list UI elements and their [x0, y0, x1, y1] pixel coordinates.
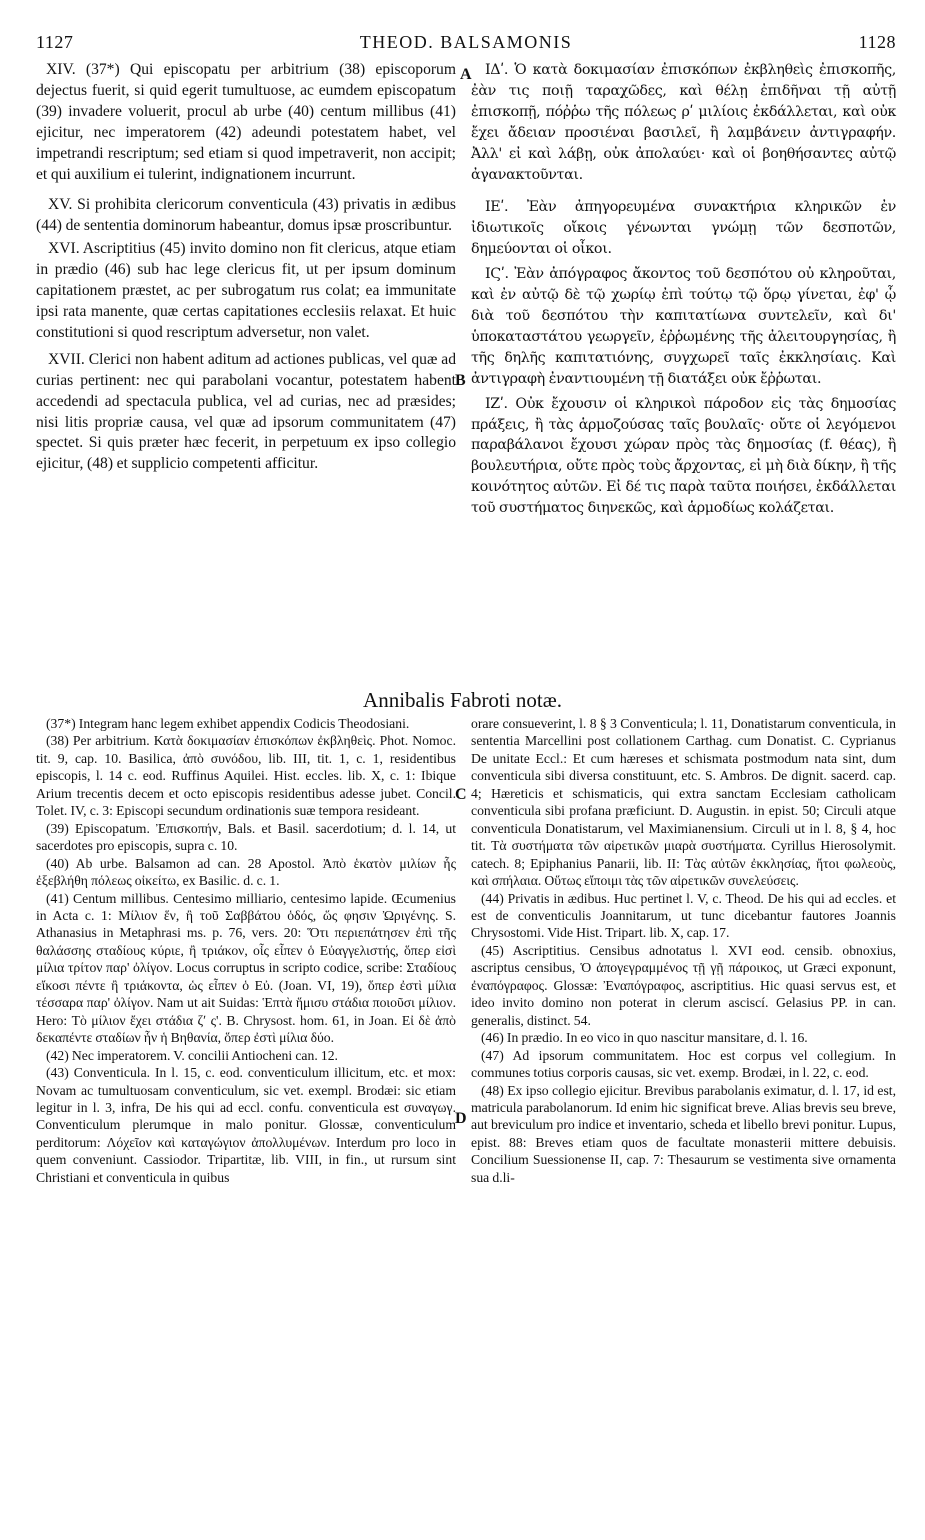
margin-marker-c: C [455, 786, 467, 803]
latin-paragraph-xiv: XIV. (37*) Qui episcopatu per arbitrium (38) episcoporum dejectus fuerit, si quid egerit tumultuose, ac eumdem episcopatum (39) invadere voluerit, procul ab urbe (40) centum millibus (41) ejicitur, nec imperatorem (42) adeundi potestatem habet, vel impetrandi rescriptum; sed etiam si quod impetraverit, non accipit; et qui auxilium ei tulerint, indignationem incurrunt. [36, 61, 456, 183]
note-38: (38) Per arbitrium. Κατὰ δοκιμασίαν ἐπισκόπων ἐκβληθεὶς. Phot. Nomoc. tit. 9, cap. 10. Basilica, ἀπὸ συνόδου, lib. III, tit. 1, c. 1, residentibus episcopis, l. 14 c. eod. Ruffinus Aquilei. Hist. eccles. lib. X, c. 1: Ibique Arium trecentis decem et octo episcopis residentibus adesse jubet. Concil. Tolet. IV, c. 3: Episcopi secundum ordinationis suæ tempora resideant. [36, 733, 456, 819]
note-41: (41) Centum millibus. Centesimo milliario, centesimo lapide. Œcumenius in Acta c. 1: Μίλιον ἕν, ἢ τοῦ Σαββάτου ὁδός, ὥς φησιν Ὠριγένης. S. Athanasius in Metaphrasi ms. p. 76, vers. 20: Ὅτι περιεπάτησεν ἐπὶ τῆς θαλάσσης σταδίους κύριε, ἢ τριάκον, οἷς εἶπεν ὁ Εὐαγγελιστής, ὅπερ εἰσὶ μίλια τρίτον παρ' ὀλίγον. Locus corruptus in scripto codice, scribe: Σταδίους εἴκοσι πέντε ἢ τριάκοντα, ὡς εἶπεν ὁ Εὐ. (Joan. VI, 19), ὅπερ ἐστὶ μίλια τέσσαρα παρ' ὀλίγον. Nam ut ait Suidas: Ἑπτὰ ἥμισυ στάδια ποιοῦσι μίλιον. Hero: Τὸ μίλιον ἔχει στάδια ζʹ ς'. B. Chrysost. hom. 61, in Joan. Εἰ δὲ ἀπὸ δεκαπέντε σταδίων ἦν ἡ Βηθανία, ὅπερ ἐστὶ μίλια δύο. [36, 890, 456, 1046]
note-46: (46) In prædio. In eo vico in quo nascitur mansitare, d. l. 16. [481, 1030, 808, 1046]
note-45: (45) Ascriptitius. Censibus adnotatus l. XVI eod. censib. obnoxius, ascriptus censibus, Ὁ ἀπογεγραμμένος τῇ γῇ πάροικος, ut Græci exponunt, ἐναπόγραφος. Glossæ: Ἐναπόγραφος, ascriptitius. Hic quasi servus est, et ideo invito domino non poterat in clerum asciscí. Gelasius PP. in can. generalis, distinct. 54. [471, 942, 896, 1028]
note-44: (44) Privatis in ædibus. Huc pertinet l. V, c. Theod. De his qui ad eccles. et est de conventiculis Joannitarum, ut tunc dicebantur fautores Joannis Chrysostomi. Vide Hist. Tripart. lib. X, cap. 17. [471, 890, 896, 941]
margin-marker-d: D [455, 1110, 467, 1127]
greek-paragraph-15: ΙΕʹ. Ἐὰν ἀπηγορευμένα συνακτήρια κληρικῶν ἐν ἰδιωτικοῖς οἴκοις γένωνται γνώμῃ τῶν δεσποτῶν, δημεύονται οἱ οἶκοι. [471, 199, 896, 258]
note-43: (43) Conventicula. In l. 15, c. eod. conventiculum illicitum, etc. et mox: Novam ac tumultuosam conventiculum, sic vet. exempl. Brodæi: sic etiam legitur in l. 3, infra, De his qui ad eccl. confu. conventicula est συναγωγ. Conventiculum plerumque in malo ponitur. Glossæ, conventiculum perditorum: Λόχεῖον καὶ καταγώγιον ἀπολλυμένων. Interdum pro loco in quem conveniunt. Cassiodor. Tripartitæ, lib. VIII, in fin., ut rursum sint Christiani et conventicula in quibus [36, 1065, 456, 1185]
note-43-continued: orare consueverint, l. 8 § 3 Conventicula; l. 11, Donatistarum conventicula, in sententia Marcellini post collationem Carthag. cum Donatist. C. Cyprianus De unitate Eccl.: Et cum hæreses et schismata postmodum nata sint, dum conventicula sibi diversa constituunt, etc. S. Ambros. De dignit. sacerd. cap. 4; Hæreticis et schismaticis, qui extra sanctam Ecclesiam catholicam conventicula sibi profana præficiunt. D. Augustin. in epist. 50; Circuli atque conventicula Donatistarum, vel Maximianensium. Circuli ut in l. 8, § 4, hoc tit. Τὰ συστήματα τῶν αἱρετικῶν μιαρὰ συστήματα. Cyrillus Hierosolymit. catech. 8; Epiphanius Panarii, lib. II: Τὰς αὐτῶν ἐκκλησίας, ἤτοι φωλεοὺς, καὶ σπήλαια. Οὕτως εἴποιμι τὰς τῶν αἱρετικῶν συνελεύσεις. [471, 716, 896, 889]
latin-paragraph-xvii: XVII. Clerici non habent aditum ad actiones publicas, vel quæ ad curias pertinent: nec qui parabolani vocantur, potestatem habent accedendi ad spectacula publica, vel ad curias, nec ad præsides; nisi litis propriæ causa, vel quæ ad ipsorum communitatem (47) spectet. Si quis præter hæc fecerit, in perpetuum ex ipso collegio ejicitur, (48) et supplicio competenti afficitur. [36, 350, 456, 473]
latin-paragraph-xvi: XVI. Ascriptitius (45) invito domino non fit clericus, atque etiam in prædio (46) sub hac lege clericus fit, ut per ipsum dominum capitationem præstet, ac per subrogatum rus colat; ea immunitate ipsi rata manente, quæ certas capitationes ecclesiis relaxat. Et huic constitutioni si quod rescriptum adversetur, non valet. [36, 240, 456, 341]
greek-column [471, 60, 896, 519]
running-title: THEOD. BALSAMONIS [359, 32, 573, 52]
page-number-left: 1127 [36, 32, 74, 52]
note-37: (37*) Integram hanc legem exhibet appendix Codicis Theodosiani. [46, 716, 410, 731]
latin-paragraph-xv: XV. Si prohibita clericorum conventicula (43) privatis in ædibus (44) de sententia dominorum habeantur, domus ipsæ proscribuntur. [36, 196, 456, 235]
notes-heading: Annibalis Fabroti notæ. [363, 688, 562, 712]
page-number-right: 1128 [858, 32, 896, 52]
notes-right-column [471, 715, 896, 1186]
greek-paragraph-16: ΙϚʹ. Ἐὰν ἀπόγραφος ἄκοντος τοῦ δεσπότου οὐ κληροῦται, καὶ ἐν αὐτῷ δὲ τῷ χωρίῳ ἐπὶ τούτῳ τῷ ὅρῳ γίνεται, ἐφ' ᾧ διὰ τοῦ δεσπότου τὴν καπιτατίωνα συντελεῖν, καὶ δι' ὑποκαταστάτου γεωργεῖν, ἐῤῥωμένης τῆς ἀλειτουργησίας, ἢ τῆς δηλῆς καπιτατιόνης, συγχωρεῖ ταῖς ἐκκλησίαις. Καὶ ἀντιγραφὴ ἐναντιουμένη τῇ διατάξει οὐκ ἔῤῥωται. [471, 266, 896, 387]
note-40: (40) Ab urbe. Balsamon ad can. 28 Apostol. Ἀπὸ ἑκατὸν μιλίων ἧς ἐξεβλήθη πόλεως οἰκείτω, ex Basilic. d. c. 1. [36, 855, 456, 889]
greek-paragraph-17: ΙΖʹ. Οὐκ ἔχουσιν οἱ κληρικοὶ πάροδον εἰς τὰς δημοσίας πράξεις, ἢ τὰς ἁρμοζούσας ταῖς βουλαῖς· οὔτε οἱ λεγόμενοι παραβάλανοι ἔχουσι χώραν πρὸς τὰς δημοσίας (f. θέας), ἢ βουλευτήρια, οὔτε πρὸς τοὺς ἄρχοντας, εἰ μὴ διὰ δίκην, ἢ τῆς κοινότητος αὐτῶν. Εἰ δέ τις παρὰ ταῦτα ποιήσει, ἐκδάλλεται τοῦ συστήματος διηνεκῶς, καὶ ἁρμοδίως κολάζεται. [471, 395, 896, 517]
running-header [36, 32, 896, 56]
latin-column [36, 60, 456, 475]
notes-left-column [36, 715, 456, 1186]
note-39: (39) Episcopatum. Ἐπισκοπήν, Bals. et Basil. sacerdotium; d. l. 14, ut sacerdotes pro episcopis, supra c. 10. [36, 820, 456, 854]
margin-marker-a: A [460, 66, 472, 83]
greek-paragraph-14: ΙΔʹ. Ὁ κατὰ δοκιμασίαν ἐπισκόπων ἐκβληθεὶς ἐπισκοπῆς, ἐὰν τις ποιῇ ταραχῶδες, καὶ θέλῃ ἐπιδῆναι τῇ αὐτῇ ἐπισκοπῇ, πόῤῥω τῆς πόλεως ρʹ μιλίοις ἐκδάλλεται, καὶ οὐκ ἔχει ἄδειαν προσιέναι βασιλεῖ, ἢ λαμβάνειν ἀντιγραφήν. Ἀλλ' εἰ καὶ λάβῃ, οὐκ ἀπολαύει· καὶ οἱ βοηθήσαντες αὐτῷ ἀγανακτοῦνται. [471, 62, 896, 183]
note-47: (47) Ad ipsorum communitatem. Hoc est corpus vel collegium. In communes totius corporis causas, sic vet. exemp. Brodæi, in l. 22, c. eod. [471, 1047, 896, 1081]
note-42: (42) Nec imperatorem. V. concilii Antiocheni can. 12. [46, 1047, 338, 1063]
note-48: (48) Ex ipso collegio ejicitur. Brevibus parabolanis eximatur, d. l. 17, id est, matricula parabolanorum. Id enim hic significat breve. Alias brevis seu breve, aut breviculum pro indice et inventario, scheda et libello brevi ponitur. Lupus, epist. 88: Breves etiam quos de facultate monasterii mittere debuisis. Concilium Suessionense II, cap. 7: Thesaurum se vestimenta sive ornamenta sua d.li- [471, 1082, 896, 1185]
margin-marker-b: B [455, 372, 466, 389]
